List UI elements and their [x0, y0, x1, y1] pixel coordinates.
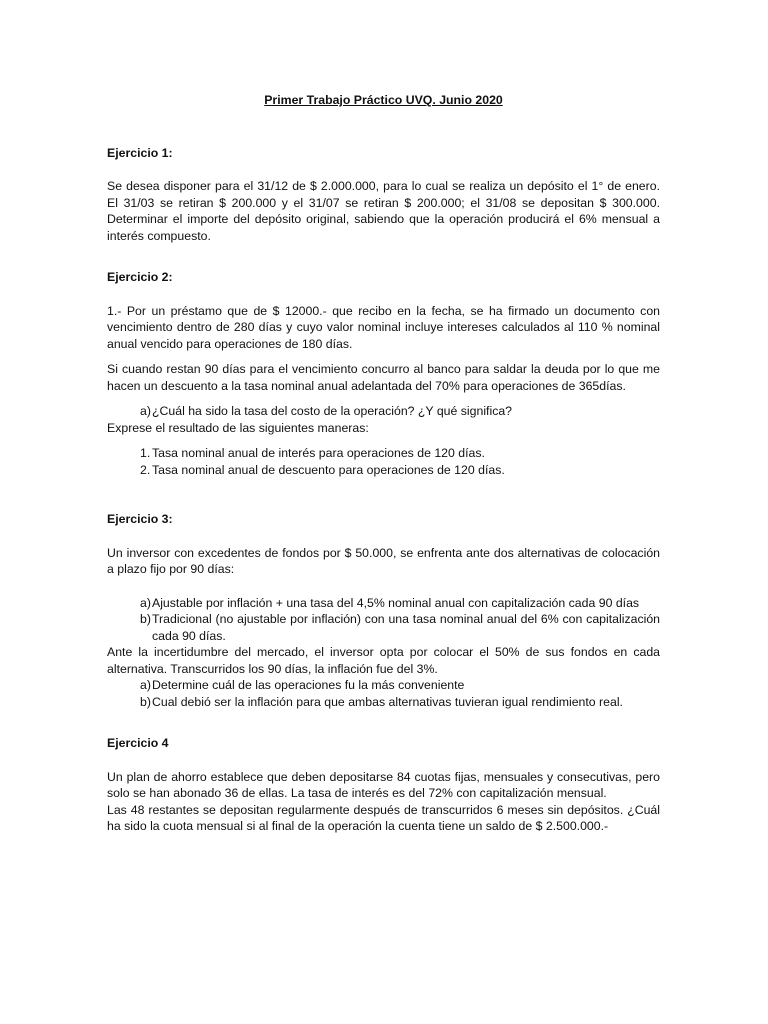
list-item [107, 694, 660, 711]
exercise-2-options-list [107, 445, 660, 478]
exercise-4-paragraph-2: Las 48 restantes se depositan regularmente después de transcurridos 6 meses sin depósitos. ¿Cuál ha sido la cuota mensual si al final de la operación la cuenta tiene un saldo de $ 2.500.000.- [107, 802, 660, 833]
exercise-3-middle-text: Ante la incertidumbre del mercado, el inversor opta por colocar el 50% de sus fondos en cada alternativa. Transcurridos los 90 días, la inflación fue del 3%. [107, 645, 660, 676]
list-item [107, 462, 660, 479]
list-marker: 2. [140, 462, 151, 477]
list-marker: a) [140, 404, 151, 418]
exercise-3-heading: Ejercicio 3: [107, 512, 173, 526]
list-item [107, 677, 660, 694]
list-item-text: Tasa nominal anual de descuento para operaciones de 120 días. [152, 462, 505, 477]
exercise-3-intro: Un inversor con excedentes de fondos por $ 50.000, se enfrenta ante dos alternativas de colocación a plazo fijo por 90 días: [107, 545, 660, 576]
list-item-text: Cual debió ser la inflación para que ambas alternativas tuvieran igual rendimiento real. [152, 694, 623, 709]
exercise-2-paragraph-1: 1.- Por un préstamo que de $ 12000.- que recibo en la fecha, se ha firmado un documento con vencimiento dentro de 280 días y cuyo valor nominal incluye intereses calculados al 110 % nominal anual vencido para operaciones de 180 días. [107, 303, 660, 351]
list-item-text: Determine cuál de las operaciones fu la más conveniente [152, 678, 465, 692]
list-marker: 1. [140, 446, 151, 460]
exercise-2-express-text: Exprese el resultado de las siguientes maneras: [107, 420, 369, 435]
list-marker: a) [140, 678, 151, 692]
exercise-3-questions-list [107, 677, 660, 710]
exercise-2-question-list [107, 403, 660, 420]
list-item [107, 611, 660, 644]
exercise-2-question [107, 403, 660, 420]
document-title: Primer Trabajo Práctico UVQ. Junio 2020 [264, 93, 503, 107]
exercise-4-heading: Ejercicio 4 [107, 736, 169, 750]
exercise-1-heading: Ejercicio 1: [107, 145, 173, 160]
list-item-text: Ajustable por inflación + una tasa del 4,5% nominal anual con capitalización cada 90 días [152, 595, 640, 610]
list-item-text: Tasa nominal anual de interés para operaciones de 120 días. [152, 446, 485, 460]
list-item-text: Tradicional (no ajustable por inflación) con una tasa nominal anual del 6% con capitalización cada 90 días. [152, 612, 660, 643]
document-content [107, 92, 660, 835]
list-marker: b) [140, 612, 151, 626]
exercise-4-paragraph-1: Un plan de ahorro establece que deben depositarse 84 cuotas fijas, mensuales y consecutivas, pero solo se han abonado 36 de ellas. La tasa de interés es del 72% con capitalización mensual. [107, 769, 660, 800]
list-marker: b) [140, 694, 151, 709]
list-item [107, 595, 660, 612]
exercise-1-text: Se desea disponer para el 31/12 de $ 2.000.000, para lo cual se realiza un depósito el 1° de enero. El 31/03 se retiran $ 200.000 y el 31/07 se retiran $ 200.000; el 31/08 se depositan $ 300.000. Determinar el importe del depósito original, sabiendo que la operación producirá el 6% mensual a interés compuesto. [107, 179, 660, 243]
exercise-3-alternatives-list [107, 595, 660, 645]
exercise-2-paragraph-2: Si cuando restan 90 días para el vencimiento concurro al banco para saldar la deuda por lo que me hacen un descuento a la tasa nominal anual adelantada del 70% para operaciones de 365días. [107, 362, 660, 393]
list-marker: a) [140, 595, 151, 610]
exercise-2-heading: Ejercicio 2: [107, 270, 173, 284]
question-text: ¿Cuál ha sido la tasa del costo de la operación? ¿Y qué significa? [152, 404, 513, 418]
list-item [107, 445, 660, 462]
